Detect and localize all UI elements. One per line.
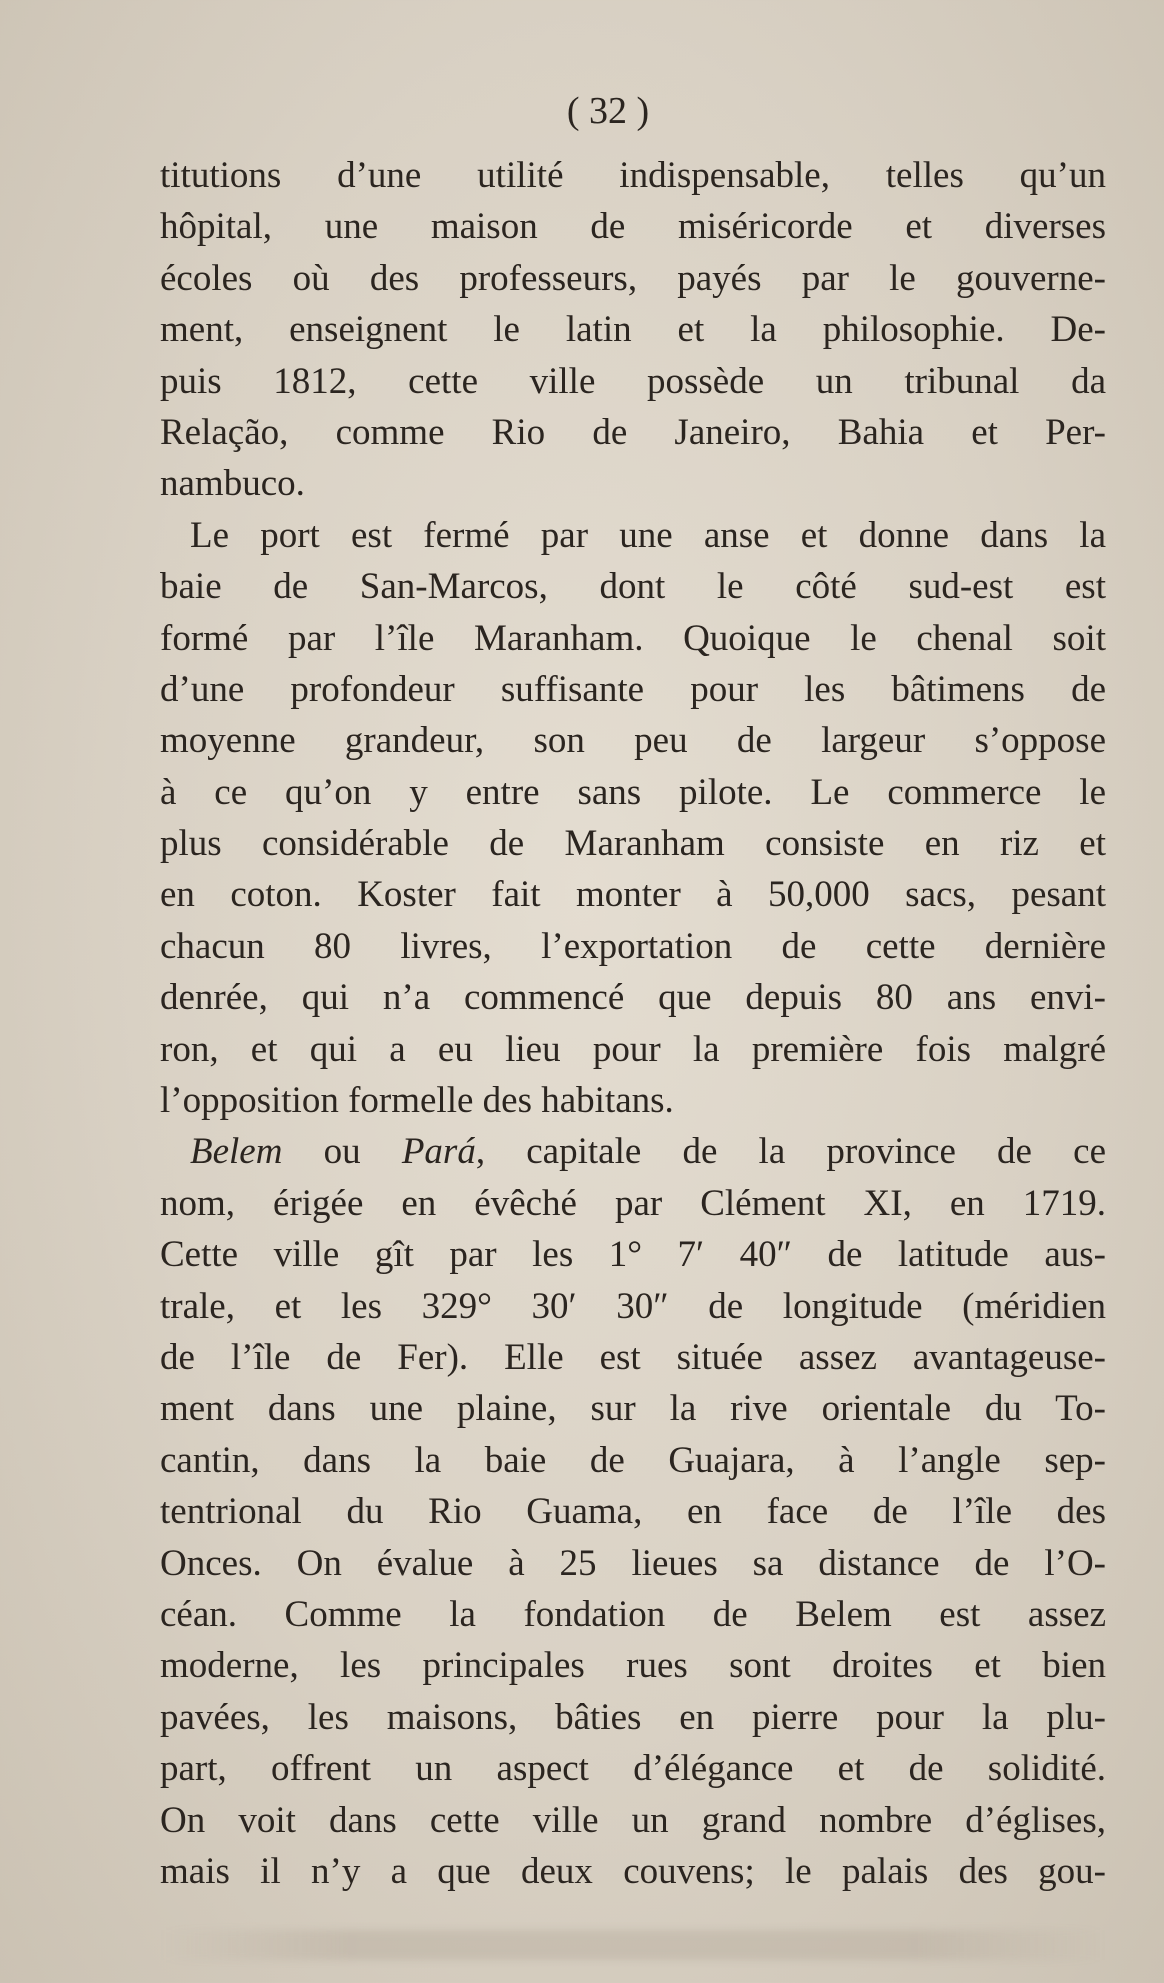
- text-line: tentrional du Rio Guama, en face de l’île des: [160, 1491, 1106, 1533]
- italic-place-name: Belem: [190, 1131, 283, 1173]
- text-line: ment dans une plaine, sur la rive orientale du To-: [160, 1388, 1106, 1430]
- text-line: baie de San-Marcos, dont le côté sud-est est: [160, 566, 1106, 608]
- text-line: ron, et qui a eu lieu pour la première fois malgré: [160, 1028, 1106, 1070]
- text-line: moderne, les principales rues sont droites et bien: [160, 1645, 1106, 1687]
- text-line: en coton. Koster fait monter à 50,000 sacs, pesant: [160, 874, 1106, 916]
- text-line: Cette ville gît par les 1° 7′ 40″ de latitude aus-: [160, 1234, 1106, 1276]
- text-line: à ce qu’on y entre sans pilote. Le commerce le: [160, 771, 1106, 813]
- italic-place-name: Pará: [401, 1131, 476, 1173]
- show-through-text: [160, 1930, 1106, 1960]
- text-line: On voit dans cette ville un grand nombre d’églises,: [160, 1799, 1106, 1841]
- text-line: cantin, dans la baie de Guajara, à l’angle sep-: [160, 1439, 1106, 1481]
- text-line: céan. Comme la fondation de Belem est assez: [160, 1593, 1106, 1635]
- text-line: écoles où des professeurs, payés par le gouverne-: [160, 257, 1106, 299]
- text-line: nambuco.: [160, 463, 305, 505]
- text-line: plus considérable de Maranham consiste en riz et: [160, 823, 1106, 865]
- text-line: titutions d’une utilité indispensable, telles qu’un: [160, 155, 1106, 196]
- text-line: denrée, qui n’a commencé que depuis 80 ans envi-: [160, 977, 1106, 1019]
- text-line: puis 1812, cette ville possède un tribunal da: [160, 360, 1106, 402]
- text-line: l’opposition formelle des habitans.: [160, 1080, 674, 1122]
- text-line: part, offrent un aspect d’élégance et de solidité.: [160, 1748, 1106, 1790]
- text-segment: ou: [282, 1131, 402, 1173]
- text-line: nom, érigée en évêché par Clément XI, en 1719.: [160, 1182, 1106, 1224]
- text-line: d’une profondeur suffisante pour les bâtimens de: [160, 668, 1106, 710]
- text-line: formé par l’île Maranham. Quoique le chenal soit: [160, 617, 1106, 659]
- text-line: de l’île de Fer). Elle est située assez avantageuse-: [160, 1336, 1106, 1378]
- text-line: hôpital, une maison de miséricorde et diverses: [160, 206, 1106, 248]
- text-line: Onces. On évalue à 25 lieues sa distance de l’O-: [160, 1542, 1106, 1584]
- text-line: [160, 1126, 1106, 1177]
- text-line: chacun 80 livres, l’exportation de cette dernière: [160, 925, 1106, 967]
- text-line: pavées, les maisons, bâties en pierre pour la plu-: [160, 1696, 1106, 1738]
- text-line: moyenne grandeur, son peu de largeur s’oppose: [160, 720, 1106, 762]
- text-line: Relação, comme Rio de Janeiro, Bahia et Per-: [160, 411, 1106, 453]
- text-line: Le port est fermé par une anse et donne dans la: [190, 514, 1106, 556]
- text-line: trale, et les 329° 30′ 30″ de longitude (méridien: [160, 1285, 1106, 1327]
- text-line: mais il n’y a que deux couvens; le palais des gou-: [160, 1850, 1106, 1892]
- text-line: ment, enseignent le latin et la philosophie. De-: [160, 309, 1106, 351]
- page-number: ( 32 ): [566, 90, 650, 132]
- text-segment: , capitale de la province de ce: [475, 1131, 1106, 1173]
- body-text: [160, 150, 1106, 1897]
